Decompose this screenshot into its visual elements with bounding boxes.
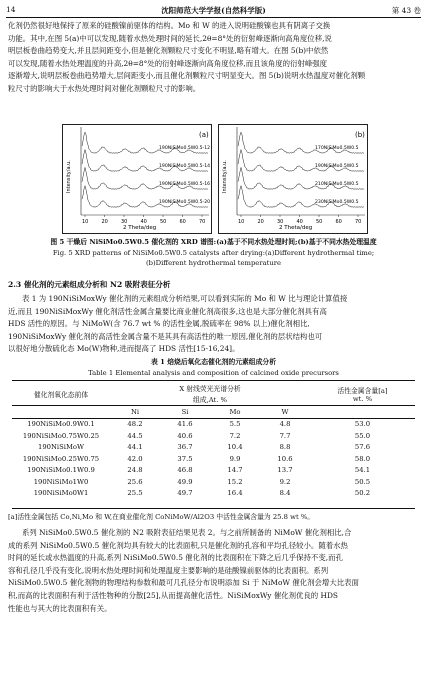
table-cell-value: 54.1 (354, 466, 371, 475)
final-paragraph (8, 527, 419, 615)
table-cell-value: 9.2 (279, 477, 291, 486)
table-cell-value: 41.6 (177, 420, 193, 429)
x-tick-label: 30 (121, 219, 128, 225)
curve-label: 170NiSiMo0.5W0.5 (315, 146, 359, 151)
curve-label: 190NiSiMo0.5W0.5-14 (159, 164, 211, 169)
running-header (6, 4, 421, 16)
xrd-panel-a (62, 124, 212, 234)
x-tick-label: 50 (316, 219, 323, 225)
table-cell-value: 15.2 (227, 477, 243, 486)
final-line: 性能也与其大的比表面积有关。 (8, 603, 112, 613)
x-tick-label: 60 (179, 219, 186, 225)
table-cell-catalyst: 190NiSiMo0.25W0.75 (22, 454, 100, 463)
table-row (12, 465, 415, 477)
table-row (12, 476, 415, 488)
page-number: 14 (6, 5, 16, 14)
table-cell-value: 4.8 (279, 420, 291, 429)
x-tick-label: 50 (160, 219, 167, 225)
table-cell-value: 50.5 (354, 477, 371, 486)
x-tick-label: 20 (257, 219, 264, 225)
final-line: NiSiMo0.5W0.5 催化剂物的物理结构参数和最可几孔径分布说明添加 Si 于 NiMoW 催化剂会增大比表面 (8, 578, 359, 588)
table-cell-value: 25.6 (127, 477, 143, 486)
final-line: 系列 NiSiMo0.5W0.5 催化剂的 N2 吸附表征结果见表 2。与之前所制备的 NiMoW 催化剂相比,合 (22, 528, 352, 537)
header-metal-line1: 活性金属含量[a] (337, 386, 388, 395)
table-cell-catalyst: 190NiSiMoW (38, 443, 84, 452)
table-row (12, 453, 415, 465)
header-metal-line2: wt. % (352, 394, 373, 403)
curve-label: 230NiSiMo0.5W0.5 (315, 200, 359, 205)
intro-line: 明层板卷曲趋势变大,并且层间距变小,但是催化剂颗粒尺寸变化不明显,略有增大。在图 5(b)中依然 (8, 46, 329, 56)
intro-line: 可以发现,随着水热处理温度的升高,2θ=8°处的衍射峰逐渐向高角度位移,而且该角度的衍射峰强度 (8, 58, 328, 68)
table-cell-value: 5.5 (229, 420, 241, 429)
curve-label: 190NiSiMo0.5W0.5 (315, 164, 359, 169)
header-ni: Ni (130, 407, 140, 416)
panel-a-label: (a) (199, 131, 209, 139)
table-title-cn: 表 1 焙烧后氧化态催化剂的元素组成分析 (150, 358, 276, 366)
header-mo: Mo (229, 407, 241, 416)
composition-table (12, 382, 415, 499)
header-si: Si (181, 407, 189, 416)
table-cell-catalyst: 190NiSiMo0W1 (33, 489, 89, 498)
section-line: 190NiSiMoxWy 催化剂的高活性金属含量不是其具有高活性的唯一原因,催化剂的层状结构也可 (8, 331, 323, 341)
intro-paragraph (8, 20, 419, 96)
table-cell-value: 24.8 (127, 466, 143, 475)
volume-label: 第 43 卷 (391, 6, 421, 15)
table-cell-value: 40.6 (177, 431, 193, 440)
final-line: 积,而高的比表面积有利于活性物种的分散[25],从而提高催化活性。NiSiMoxWy 催化剂优良的 HDS (8, 590, 338, 600)
table-note: [a]活性金属包括 Co,Ni,Mo 和 W,在商业催化剂 CoNiMoW/Al2O3 中活性金属含量为 25.8 wt %。 (8, 513, 315, 521)
x-tick-label: 20 (101, 219, 108, 225)
x-axis-label: 2 Theta/deg (123, 225, 157, 231)
section-heading: 2.3 催化剂的元素组成分析和 N2 吸附表征分析 (8, 280, 171, 289)
curve-label: 210NiSiMo0.5W0.5 (315, 182, 359, 187)
xrd-panel-b (218, 124, 368, 234)
figure-caption-en-1: Fig. 5 XRD patterns of NiSiMo0.5W0.5 catalysts after drying:(a)Different hydrothermal time; (52, 249, 375, 257)
x-tick-label: 40 (140, 219, 147, 225)
figure-caption-cn: 图 5 干燥后 NiSiMo0.5W0.5 催化剂的 XRD 谱图:(a)基于不同水热处理时间;(b)基于不同水热处理温度 (50, 238, 377, 246)
panel-b-label: (b) (355, 131, 365, 139)
table-cell-value: 8.8 (279, 443, 291, 452)
header-xrf: X 射线荧光光谱分析 (179, 384, 241, 393)
final-line: 容和孔径几乎没有变化,说明水热处理时间和处理温度主要影响的是硅酸镍前驱体的比表面积。系列 (8, 565, 329, 575)
section-line: 以很好地分散硫化态 Mo(W)物种,进而提高了 HDS 活性[15-16,24]。 (8, 344, 240, 354)
table-title-en: Table 1 Elemental analysis and composition of calcined oxide precursors (88, 369, 339, 377)
table-cell-value: 57.6 (354, 443, 371, 452)
table-cell-value: 48.2 (127, 420, 143, 429)
table-cell-value: 9.9 (229, 454, 241, 463)
xrd-plot-b (219, 125, 367, 233)
table-cell-value: 25.5 (127, 489, 143, 498)
table-row (12, 418, 415, 430)
intro-line: 化剂仍然很好地保持了原来的硅酸镍前驱体的结构。Mo 和 W 的进入说明硅酸镍也具有阴离子交换 (8, 21, 331, 30)
y-axis-label: Intensity/a.u. (222, 160, 228, 193)
x-tick-label: 30 (277, 219, 284, 225)
intro-line: 逐渐增大,说明层板卷曲趋势增大,层间距变小,而且催化剂颗粒尺寸明显变大。图 5(b)说明水热温度对催化剂颗 (8, 71, 366, 81)
x-tick-label: 70 (355, 219, 362, 225)
table-cell-value: 49.7 (177, 489, 193, 498)
table-cell-catalyst: 190NiSiMo0.9W0.1 (27, 420, 95, 429)
section-line: HDS 活性的原因。与 NiMoW(含 76.7 wt % 的活性金属,脱硫率在 98% 以上)催化剂相比, (8, 319, 310, 329)
table-cell-value: 44.5 (127, 431, 143, 440)
curve-label: 190NiSiMo0.5W0.5-20 (159, 200, 211, 205)
table-cell-value: 10.4 (227, 443, 243, 452)
table-cell-value: 13.7 (277, 466, 293, 475)
section-paragraph (8, 293, 419, 356)
intro-line: 功能。其中,在图 5(a)中可以发现,随着水热处理时间的延长,2θ=8°处的衍射峰逐渐向高角度位移,说 (8, 33, 332, 43)
x-tick-label: 70 (199, 219, 206, 225)
table-cell-value: 7.7 (279, 431, 291, 440)
xrd-plot-a (63, 125, 211, 233)
header-precursor: 催化剂氧化态前体 (33, 390, 89, 399)
table-cell-value: 8.4 (279, 489, 291, 498)
curve-label: 190NiSiMo0.5W0.5-16 (159, 182, 211, 187)
table-cell-value: 37.5 (177, 454, 193, 463)
table-cell-value: 44.1 (127, 443, 143, 452)
table-cell-value: 46.8 (177, 466, 193, 475)
section-line: 表 1 为 190NiSiMoxWy 催化剂的元素组成分析结果,可以看到实际的 Mo 和 W 比与理论计算值接 (22, 294, 348, 303)
table-cell-value: 14.7 (227, 466, 243, 475)
x-tick-label: 10 (82, 219, 89, 225)
x-tick-label: 40 (296, 219, 303, 225)
header-composition: 组成,At. % (192, 396, 228, 405)
table-cell-value: 7.2 (229, 431, 241, 440)
table-cell-catalyst: 190NiSiMo0.1W0.9 (27, 466, 95, 475)
header-rule (6, 17, 421, 18)
table-cell-value: 16.4 (227, 489, 243, 498)
table-cell-value: 10.6 (277, 454, 293, 463)
table-cell-value: 49.9 (177, 477, 193, 486)
table-row (12, 488, 415, 500)
table-cell-value: 58.0 (354, 454, 371, 463)
table-cell-value: 42.0 (127, 454, 143, 463)
table-top-rule (12, 380, 415, 381)
final-line: 成的系列 NiSiMo0.5W0.5 催化剂均具有较大的比表面积,只是催化剂的孔容和平均孔径较小。随着水热 (8, 540, 348, 550)
table-bottom-rule (12, 508, 415, 509)
x-tick-label: 10 (238, 219, 245, 225)
figure-caption-en-2: (b)Different hydrothermal temperature (145, 259, 282, 267)
journal-title: 沈阳师范大学学报(自然科学版) (161, 6, 266, 15)
final-line: 时间的延长或水热温度的升高,系列 NiSiMo0.5W0.5 催化剂的比表面积在下降之后几乎保持不变,而孔 (8, 553, 343, 563)
header-metal-content (310, 382, 415, 406)
x-tick-label: 60 (335, 219, 342, 225)
table-cell-value: 50.2 (354, 489, 371, 498)
table-row (12, 430, 415, 442)
table-cell-value: 36.7 (177, 443, 193, 452)
table-cell-value: 53.0 (354, 420, 371, 429)
curve-label: 190NiSiMo0.5W0.5-12 (159, 146, 211, 151)
y-axis-label: Intensity/a.u. (66, 160, 72, 193)
intro-line: 粒尺寸的影响大于水热处理时间对催化剂颗粒尺寸的影响。 (8, 83, 201, 93)
section-line: 近,而且 190NiSiMoxWy 催化剂活性金属含量要比商业催化剂高很多,这也是大部分催化剂具有高 (8, 306, 327, 316)
table-row (12, 442, 415, 454)
table-cell-catalyst: 190NiSiMo1W0 (33, 477, 89, 486)
header-w: W (281, 407, 289, 416)
x-axis-label: 2 Theta/deg (279, 225, 313, 231)
table-cell-catalyst: 190NiSiMo0.75W0.25 (22, 431, 100, 440)
table-cell-value: 55.0 (354, 431, 371, 440)
